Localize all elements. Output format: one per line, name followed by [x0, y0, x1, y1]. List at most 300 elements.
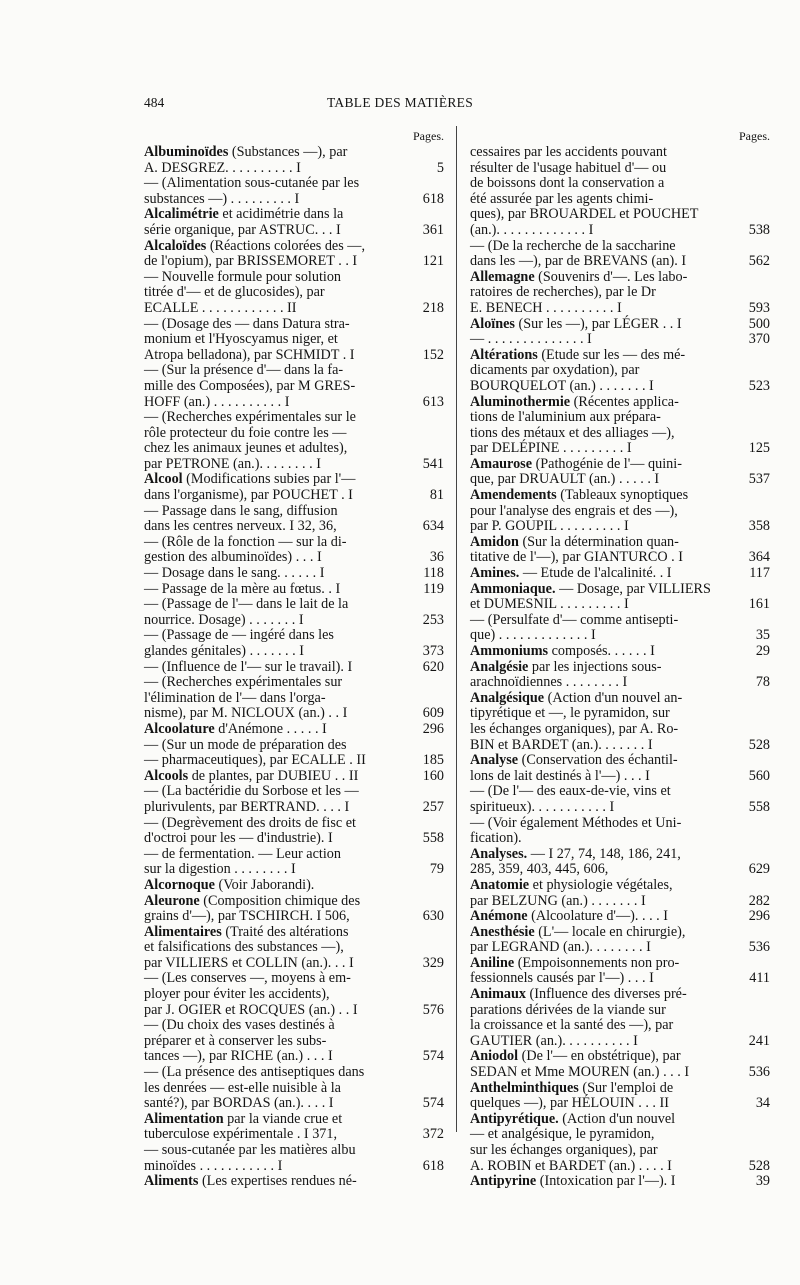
- column-divider: [456, 126, 457, 1132]
- index-entry: [144, 816, 444, 847]
- entry-line: Anesthésie (L'— locale en chirurgie),: [470, 923, 686, 940]
- entry-line: l'élimination de l'— dans l'orga-: [144, 689, 326, 706]
- page-reference: 574: [422, 1095, 444, 1112]
- index-entry: [144, 628, 444, 659]
- entry-line: résulter de l'usage habituel d'— ou: [470, 159, 667, 176]
- entry-line: — Nouvelle formule pour solution: [144, 268, 342, 285]
- entry-line: Amaurose (Pathogénie de l'— quini-: [470, 455, 682, 472]
- entry-text: [470, 613, 750, 644]
- index-entry: [470, 925, 770, 956]
- index-entry: [470, 582, 770, 613]
- page-reference: 541: [422, 455, 444, 472]
- entry-text: [144, 239, 417, 270]
- entry-line: que) . . . . . . . . . . . . . I: [470, 627, 596, 644]
- entry-line: sur la digestion . . . . . . . . I: [144, 861, 296, 878]
- index-entry: [470, 1049, 770, 1080]
- entry-line: parations dérivées de la viande sur: [470, 1001, 666, 1018]
- entry-text: [470, 348, 743, 395]
- entry-line: rôle protecteur du foie contre les —: [144, 424, 347, 441]
- entry-line: été assurée par les agents chimi-: [470, 190, 654, 207]
- entry-line: Aliments (Les expertises rendues né-: [144, 1173, 357, 1190]
- page-reference: 558: [422, 830, 444, 847]
- entry-line: Ammoniums composés. . . . . . I: [470, 643, 655, 659]
- page-reference: 5: [436, 159, 444, 176]
- index-entry: [470, 909, 770, 925]
- entry-line: ques), par BROUARDEL et POUCHET: [470, 206, 699, 223]
- entry-text: [470, 925, 743, 956]
- entry-text: [144, 847, 424, 878]
- index-entry: [144, 410, 444, 472]
- page-reference: 372: [422, 1126, 444, 1143]
- entry-text: [470, 987, 743, 1049]
- index-entry: [470, 613, 770, 644]
- entry-text: [144, 270, 417, 317]
- entry-line: Alcools de plantes, par DUBIEU . . II: [144, 767, 359, 784]
- entry-line: — (Alimentation sous-cutanée par les: [144, 175, 360, 192]
- headword: Alcalimétrie: [144, 206, 219, 223]
- entry-line: — et analgésique, le pyramidon,: [470, 1126, 655, 1143]
- index-entry: [470, 691, 770, 753]
- index-entry: [470, 644, 770, 660]
- page-reference: 373: [422, 643, 444, 659]
- entry-line: mille des Composées), par M GRES-: [144, 377, 356, 394]
- headword: Anémone: [470, 908, 528, 925]
- page-reference: 609: [422, 705, 444, 722]
- page-reference: 125: [748, 440, 770, 457]
- headword: Aniodol: [470, 1048, 519, 1065]
- entry-line: de boissons dont la conservation a: [470, 175, 665, 192]
- index-column-left: [144, 128, 444, 1190]
- entry-line: — (Recherches expérimentales sur le: [144, 409, 356, 426]
- index-column-right: [470, 128, 770, 1190]
- index-entry: [144, 1143, 444, 1174]
- headword: Altérations: [470, 346, 538, 363]
- entry-line: Ammoniaque. — Dosage, par VILLIERS: [470, 580, 711, 597]
- page-reference: 118: [423, 565, 444, 582]
- entry-text: [470, 535, 743, 566]
- entry-line: GAUTIER (an.). . . . . . . . . . I: [470, 1032, 638, 1049]
- index-entry: [470, 878, 770, 909]
- entry-line: — (De la recherche de la saccharine: [470, 237, 676, 254]
- index-entry: [144, 176, 444, 207]
- entry-line: spiritueux). . . . . . . . . . . I: [470, 798, 615, 815]
- headword: Analgésie: [470, 658, 529, 675]
- index-entry: [144, 722, 444, 738]
- index-entry: [144, 971, 444, 1018]
- entry-line: ployer pour éviter les accidents),: [144, 986, 330, 1003]
- entry-line: — (Influence de l'— sur le travail). I: [144, 658, 353, 675]
- index-entry: [144, 738, 444, 769]
- headword: Ammoniaque.: [470, 580, 556, 597]
- entry-text: [470, 660, 750, 691]
- entry-text: [470, 457, 743, 488]
- entry-line: Aloïnes (Sur les —), par LÉGER . . I: [470, 315, 682, 332]
- entry-line: — pharmaceutiques), par ECALLE . II: [144, 752, 366, 769]
- index-entry: [144, 239, 444, 270]
- entry-line: — (Sur la présence d'— dans la fa-: [144, 362, 344, 379]
- index-entry: [144, 207, 444, 238]
- entry-line: série organique, par ASTRUC. . . I: [144, 221, 341, 238]
- page-reference: 537: [748, 471, 770, 488]
- index-entry: [144, 784, 444, 815]
- entry-text: [470, 145, 743, 239]
- headword: Anatomie: [470, 876, 530, 893]
- entry-text: [144, 1065, 417, 1112]
- index-entry: [144, 145, 444, 176]
- index-entry: [470, 956, 770, 987]
- entry-line: Aleurone (Composition chimique des: [144, 892, 361, 909]
- page-reference: 117: [749, 565, 770, 582]
- index-entry: [470, 348, 770, 395]
- entry-line: fication).: [470, 830, 522, 847]
- headword: Alimentaires: [144, 923, 222, 940]
- entry-list: [144, 145, 444, 1190]
- entry-line: gestion des albuminoïdes) . . . I: [144, 549, 322, 566]
- entry-text: [144, 722, 417, 738]
- entry-text: [470, 691, 743, 753]
- entry-line: nourrice. Dosage) . . . . . . . I: [144, 611, 304, 628]
- index-entry: [144, 597, 444, 628]
- page-reference: 560: [748, 767, 770, 784]
- entry-line: Atropa belladona), par SCHMIDT . I: [144, 346, 355, 363]
- entry-text: [144, 410, 417, 472]
- entry-line: — (Degrèvement des droits de fisc et: [144, 814, 356, 831]
- entry-line: tions de l'aluminium aux prépara-: [470, 409, 661, 426]
- index-entry: [144, 582, 444, 598]
- entry-line: Alcalimétrie et acidimétrie dans la: [144, 206, 344, 223]
- entry-text: [144, 894, 417, 925]
- entry-text: [470, 847, 743, 878]
- entry-line: Alimentaires (Traité des altérations: [144, 923, 349, 940]
- entry-line: E. BENECH . . . . . . . . . . I: [470, 299, 622, 316]
- entry-line: et DUMESNIL . . . . . . . . . I: [470, 596, 629, 613]
- entry-line: pour l'analyse des engrais et des —),: [470, 502, 678, 519]
- page-reference: 576: [422, 1001, 444, 1018]
- index-entry: [470, 332, 770, 348]
- entry-line: Alimentation par la viande crue et: [144, 1110, 343, 1127]
- entry-text: [470, 1174, 750, 1190]
- entry-line: Aniodol (De l'— en obstétrique), par: [470, 1048, 681, 1065]
- headword: Aleurone: [144, 892, 200, 909]
- page-reference: 613: [422, 393, 444, 410]
- entry-line: dans les —), par de BREVANS (an). I: [470, 253, 687, 270]
- entry-line: Alcoolature d'Anémone . . . . . I: [144, 720, 327, 737]
- headword: Amidon: [470, 533, 519, 550]
- entry-text: [144, 1174, 438, 1190]
- entry-line: titative de l'—), par GIANTURCO . I: [470, 549, 683, 566]
- page-reference: 296: [748, 908, 770, 925]
- headword: Aliments: [144, 1173, 199, 1190]
- entry-text: [470, 909, 743, 925]
- index-entry: [470, 488, 770, 535]
- entry-text: [144, 660, 417, 676]
- entry-text: [470, 395, 743, 457]
- entry-line: Albuminoïdes (Substances —), par: [144, 144, 348, 160]
- entry-text: [470, 1112, 743, 1174]
- page-reference: 296: [422, 720, 444, 737]
- entry-line: — (De l'— des eaux-de-vie, vins et: [470, 783, 671, 800]
- page-reference: 536: [748, 939, 770, 956]
- page-reference: 593: [748, 299, 770, 316]
- entry-line: Amendements (Tableaux synoptiques: [470, 487, 689, 504]
- headword: Animaux: [470, 986, 526, 1003]
- headword: Aluminothermie: [470, 393, 571, 410]
- headword: Alcoolature: [144, 720, 215, 737]
- entry-line: Alcaloïdes (Réactions colorées des —,: [144, 237, 366, 254]
- page-reference: 500: [748, 315, 770, 332]
- entry-text: [144, 145, 431, 176]
- page-reference: 241: [748, 1032, 770, 1049]
- index-entry: [144, 504, 444, 535]
- page-reference: 78: [755, 674, 770, 691]
- entry-line: tances —), par RICHE (an.) . . . I: [144, 1048, 333, 1065]
- entry-line: Alcool (Modifications subies par l'—: [144, 471, 356, 488]
- index-entry: [144, 847, 444, 878]
- headword: Alcornoque: [144, 876, 215, 893]
- entry-line: substances —) . . . . . . . . . I: [144, 190, 300, 207]
- page-reference: 35: [755, 627, 770, 644]
- pages-label: Pages.: [739, 129, 770, 143]
- entry-text: [470, 1049, 743, 1080]
- page-reference: 34: [755, 1095, 770, 1112]
- index-entry: [144, 894, 444, 925]
- entry-line: d'octroi pour les — d'industrie). I: [144, 830, 333, 847]
- page-reference: 282: [748, 892, 770, 909]
- page-reference: 411: [749, 970, 770, 987]
- entry-line: quelques —), par HÉLOUIN . . . II: [470, 1095, 669, 1112]
- entry-line: santé?), par BORDAS (an.). . . . I: [144, 1095, 334, 1112]
- page-reference: 528: [748, 736, 770, 753]
- headword: Analyse: [470, 752, 519, 769]
- entry-line: la croissance et la santé des —), par: [470, 1017, 674, 1034]
- entry-text: [470, 753, 743, 784]
- page-reference: 630: [422, 908, 444, 925]
- index-entry: [144, 1174, 444, 1190]
- entry-line: Amidon (Sur la détermination quan-: [470, 533, 679, 550]
- entry-line: — (Persulfate d'— comme antisepti-: [470, 611, 679, 628]
- index-entry: [144, 675, 444, 722]
- entry-line: par P. GOUPIL . . . . . . . . . I: [470, 518, 629, 535]
- page-reference: 81: [429, 487, 444, 504]
- index-entry: [470, 239, 770, 270]
- index-entry: [470, 1112, 770, 1174]
- index-entry: [144, 535, 444, 566]
- entry-line: — (La présence des antiseptiques dans: [144, 1064, 365, 1081]
- entry-line: Antipyrétique. (Action d'un nouvel: [470, 1110, 676, 1127]
- entry-line: arachnoïdiennes . . . . . . . . I: [470, 674, 628, 691]
- entry-line: que, par DRUAULT (an.) . . . . . I: [470, 471, 660, 488]
- entry-line: 285, 359, 403, 445, 606,: [470, 861, 609, 878]
- entry-line: par BELZUNG (an.) . . . . . . . I: [470, 892, 646, 909]
- entry-text: [144, 816, 417, 847]
- index-entry: [470, 1081, 770, 1112]
- page-reference: 538: [748, 221, 770, 238]
- entry-line: par J. OGIER et ROCQUES (an.) . . I: [144, 1001, 358, 1018]
- page-reference: 257: [422, 798, 444, 815]
- entry-line: — (Rôle de la fonction — sur la di-: [144, 533, 347, 550]
- entry-line: Analyse (Conservation des échantil-: [470, 752, 678, 769]
- index-entry: [470, 987, 770, 1049]
- entry-line: Anémone (Alcoolature d'—). . . . I: [470, 908, 668, 925]
- entry-line: Aniline (Empoisonnements non pro-: [470, 954, 680, 971]
- page-reference: 574: [422, 1048, 444, 1065]
- page-reference: 161: [748, 596, 770, 613]
- index-entry: [470, 270, 770, 317]
- entry-line: — (Voir également Méthodes et Uni-: [470, 814, 682, 831]
- entry-line: Anthelminthiques (Sur l'emploi de: [470, 1079, 674, 1096]
- entry-line: minoïdes . . . . . . . . . . . I: [144, 1157, 283, 1174]
- index-entry: [144, 317, 444, 364]
- index-entry: [144, 1065, 444, 1112]
- entry-line: Analyses. — I 27, 74, 148, 186, 241,: [470, 845, 681, 862]
- entry-line: glandes génitales) . . . . . . . I: [144, 643, 304, 659]
- page-number: 484: [144, 95, 165, 110]
- entry-line: — (La bactéridie du Sorbose et les —: [144, 783, 359, 800]
- index-entry: [144, 1112, 444, 1143]
- page-reference: 620: [422, 658, 444, 675]
- entry-line: titrée d'— et de glucosides), par: [144, 284, 325, 301]
- entry-text: [470, 488, 743, 535]
- entry-line: — Dosage dans le sang. . . . . . I: [144, 565, 325, 582]
- page-reference: 629: [748, 861, 770, 878]
- entry-line: Allemagne (Souvenirs d'—. Les labo-: [470, 268, 688, 285]
- headword: Antipyrine: [470, 1173, 537, 1190]
- page-reference: 618: [422, 1157, 444, 1174]
- entry-line: nisme), par M. NICLOUX (an.) . . I: [144, 705, 348, 722]
- page-reference: 558: [748, 798, 770, 815]
- headword: Ammoniums: [470, 643, 549, 659]
- entry-text: [144, 769, 417, 785]
- index-entry: [470, 535, 770, 566]
- index-entry: [144, 270, 444, 317]
- entry-line: Alcornoque (Voir Jaborandi).: [144, 876, 315, 893]
- entry-text: [144, 317, 417, 364]
- entry-text: [144, 1018, 417, 1065]
- page-reference: 618: [422, 190, 444, 207]
- index-entry: [470, 457, 770, 488]
- entry-text: [470, 582, 743, 613]
- entry-text: [144, 1143, 417, 1174]
- index-entry: [470, 566, 770, 582]
- entry-line: préparer et à conserver les subs-: [144, 1032, 327, 1049]
- entry-text: [144, 566, 417, 582]
- entry-line: par PETRONE (an.). . . . . . . . I: [144, 455, 321, 472]
- entry-text: [470, 644, 750, 660]
- entry-text: [144, 504, 417, 535]
- entry-text: [144, 878, 438, 894]
- entry-line: par DELÉPINE . . . . . . . . . I: [470, 440, 632, 457]
- page-reference: 36: [429, 549, 444, 566]
- entry-line: tions des métaux et des alliages —),: [470, 424, 675, 441]
- entry-line: par LEGRAND (an.). . . . . . . . I: [470, 939, 651, 956]
- entry-line: cessaires par les accidents pouvant: [470, 144, 667, 160]
- index-entry: [144, 566, 444, 582]
- entry-text: [470, 956, 743, 987]
- entry-line: Aluminothermie (Récentes applica-: [470, 393, 679, 410]
- headword: Amines.: [470, 565, 520, 582]
- entry-line: chez les animaux jeunes et adultes),: [144, 440, 348, 457]
- index-entry: [470, 784, 770, 815]
- entry-line: BIN et BARDET (an.). . . . . . . I: [470, 736, 653, 753]
- entry-text: [144, 207, 417, 238]
- entry-text: [144, 535, 424, 566]
- headword: Allemagne: [470, 268, 535, 285]
- pages-label: Pages.: [413, 129, 444, 143]
- entry-line: — . . . . . . . . . . . . . . I: [470, 331, 592, 348]
- headword: Anesthésie: [470, 923, 535, 940]
- entry-line: Anatomie et physiologie végétales,: [470, 876, 673, 893]
- entry-line: lons de lait destinés à l'—) . . . I: [470, 767, 650, 784]
- index-entry: [144, 660, 444, 676]
- page-reference: 361: [422, 221, 444, 238]
- entry-text: [144, 472, 424, 503]
- entry-text: [144, 738, 417, 769]
- entry-text: [144, 176, 417, 207]
- entry-text: [470, 317, 743, 333]
- headword: Alcool: [144, 471, 183, 488]
- entry-line: BOURQUELOT (an.) . . . . . . . I: [470, 377, 654, 394]
- entry-line: A. DESGREZ. . . . . . . . . . I: [144, 159, 301, 176]
- index-entry: [470, 395, 770, 457]
- index-entry: [470, 753, 770, 784]
- headword: Aniline: [470, 954, 515, 971]
- headword: Amendements: [470, 487, 557, 504]
- entry-text: [470, 270, 743, 317]
- entry-text: [470, 239, 743, 270]
- entry-line: ECALLE . . . . . . . . . . . . II: [144, 299, 297, 316]
- headword: Analyses.: [470, 845, 528, 862]
- page-reference: 119: [423, 580, 444, 597]
- entry-line: — de fermentation. — Leur action: [144, 845, 341, 862]
- page-reference: 370: [748, 331, 770, 348]
- entry-line: grains d'—), par TSCHIRCH. I 506,: [144, 908, 350, 925]
- headword: Analgésique: [470, 689, 545, 706]
- headword: Aloïnes: [470, 315, 515, 332]
- index-entry: [144, 878, 444, 894]
- entry-text: [144, 582, 417, 598]
- index-entry: [470, 660, 770, 691]
- entry-line: — sous-cutanée par les matières albu: [144, 1142, 356, 1158]
- index-entry: [470, 317, 770, 333]
- index-entry: [470, 847, 770, 878]
- entry-line: — (Les conserves —, moyens à em-: [144, 970, 351, 987]
- page-reference: 152: [422, 346, 444, 363]
- page-reference: 358: [748, 518, 770, 535]
- index-entry: [470, 145, 770, 239]
- entry-text: [470, 566, 743, 582]
- entry-line: SEDAN et Mme MOUREN (an.) . . . I: [470, 1064, 690, 1081]
- page-reference: 523: [748, 377, 770, 394]
- index-entry: [144, 1018, 444, 1065]
- entry-line: fessionnels causés par l'—) . . . I: [470, 970, 654, 987]
- page-reference: 185: [422, 752, 444, 769]
- page-reference: 79: [429, 861, 444, 878]
- page-reference: 634: [422, 518, 444, 535]
- index-entry: [470, 816, 770, 847]
- page-reference: 160: [422, 767, 444, 784]
- index-entry: [144, 363, 444, 410]
- headword: Alcools: [144, 767, 189, 784]
- entry-line: dans les centres nerveux. I 32, 36,: [144, 518, 337, 535]
- entry-text: [144, 597, 417, 628]
- page-reference: 329: [422, 954, 444, 971]
- entry-line: plurivulents, par BERTRAND. . . . I: [144, 798, 350, 815]
- entry-text: [144, 675, 417, 722]
- headword: Alcaloïdes: [144, 237, 207, 254]
- headword: Anthelminthiques: [470, 1079, 579, 1096]
- index-entry: [470, 1174, 770, 1190]
- entry-line: et falsifications des substances —),: [144, 939, 344, 956]
